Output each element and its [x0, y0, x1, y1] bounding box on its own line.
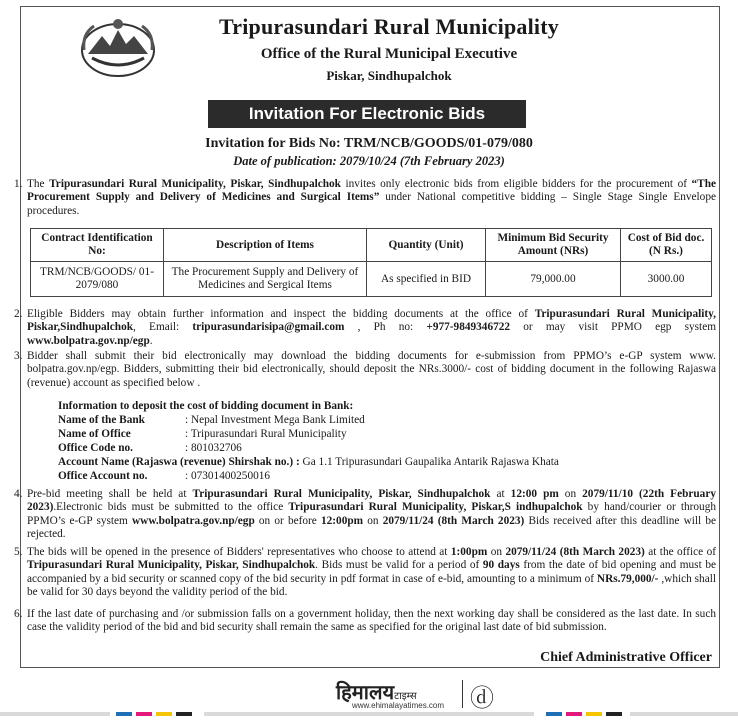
municipality-title: Tripurasundari Rural Municipality [219, 14, 559, 39]
strip-blue [116, 712, 132, 716]
cell-description: The Procurement Supply and Delivery of Medicines and Sergical Items [164, 262, 367, 297]
brand-mark-icon: ⓓ [470, 684, 494, 712]
color-strip [0, 712, 738, 716]
cell-bid-doc-cost: 3000.00 [621, 262, 712, 297]
office-subtitle: Office of the Rural Municipal Executive [260, 46, 518, 62]
table-row [31, 262, 712, 297]
logo-divider [462, 680, 463, 708]
invitation-banner: Invitation For Electronic Bids [208, 100, 526, 128]
bank-name-line: Name of the Bank : Nepal Investment Mega Bank Limited [58, 414, 365, 426]
strip-black [606, 712, 622, 716]
strip-segment [204, 712, 534, 716]
office-code-line: Office Code no. : 801032706 [58, 442, 242, 454]
clause-4: 4. Pre-bid meeting shall be held at Tripurasundari Rural Municipality, Piskar, Sindhupalchok at 12:00 pm on 2079/11/10 (22th February 2023).Electronic bids must be submitted to the office Tripurasundari Rural Municipality, Piskar,S indhupalchok by hand/courier or through PPMO’s e-GP system www.bolpatra.gov.np/egp on or before 12:00pm on 2079/11/24 (8th March 2023) Bids received after this deadline will be rejected. [14, 488, 716, 541]
col-description: Description of Items [164, 229, 367, 262]
strip-black [176, 712, 192, 716]
bank-heading: Information to deposit the cost of bidding document in Bank: [58, 400, 354, 412]
col-bid-doc-cost: Cost of Bid doc. (N Rs.) [621, 229, 712, 262]
strip-yellow [156, 712, 172, 716]
office-name-line: Name of Office : Tripurasundari Rural Municipality [58, 428, 347, 440]
clause-6: 6. If the last date of purchasing and /or submission falls on a government holiday, then the next working day shall be considered as the last date. In such case the validity period of the bid and bid security shall remain the same as specified for the original last date of bid submission. [14, 608, 716, 634]
publication-date: Date of publication: 2079/10/24 (7th February 2023) [233, 154, 505, 168]
bid-number: Invitation for Bids No: TRM/NCB/GOODS/01-079/080 [205, 136, 533, 151]
strip-yellow [586, 712, 602, 716]
strip-blue [546, 712, 562, 716]
clause-1: 1. The Tripurasundari Rural Municipality, Piskar, Sindhupalchok invites only electronic bids from eligible bidders for the procurement of “The Procurement Supply and Delivery of Medicines and Surgical Items” under National competitive bidding – Single Stage Single Envelope procedures. [14, 178, 716, 217]
table-header-row [31, 229, 712, 262]
clause-5: 5. The bids will be opened in the presence of Bidders' representatives who choose to attend at 1:00pm on 2079/11/24 (8th March 2023) at the office of Tripurasundari Rural Municipality, Piskar, Sindhupalchok. Bids must be valid for a period of 90 days from the date of bid opening and must be accompanied by a bid security or scanned copy of the bid security in pdf format in case of e-bid, amounting to a minimum of NRs.79,000/- ,which shall be valid for 30 days beyond the validity period of the bid. [14, 546, 717, 599]
account-no-line: Office Account no. : 07301400250016 [58, 470, 271, 482]
website-text: www.ehimalayatimes.com [352, 701, 445, 710]
himalaya-times-logo: हिमालयटाइम्स [336, 680, 417, 704]
cell-contract-id: TRM/NCB/GOODS/ 01-2079/080 [31, 262, 164, 297]
strip-segment [630, 712, 738, 716]
signature-title: Chief Administrative Officer [540, 650, 712, 665]
strip-segment [0, 712, 110, 716]
clause-2: 2. Eligible Bidders may obtain further information and inspect the bidding documents at the office of Tripurasundari Rural Municipality, Piskar,Sindhupalchok, Email: tripurasundarisipa@gmail.com , Ph no: +977-9849346722 or may visit PPMO egp system www.bolpatra.gov.np/egp. [14, 308, 717, 347]
strip-magenta [136, 712, 152, 716]
col-quantity: Quantity (Unit) [367, 229, 486, 262]
cell-bid-security: 79,000.00 [486, 262, 621, 297]
cell-quantity: As specified in BID [367, 262, 486, 297]
clause-3: 3. Bidder shall submit their bid electronically may download the bidding documents for e-submission from PPMO’s e-GP system www. bolpatra.gov.np/egp. Bidders, submitting their bid electronically, should deposit the NRs.3000/- cost of bidding document in the following Rajaswa (revenue) account as specified below . [14, 350, 716, 389]
location-text: Piskar, Sindhupalchok [326, 68, 452, 83]
col-contract-id: Contract Identification No: [31, 229, 164, 262]
strip-magenta [566, 712, 582, 716]
col-bid-security: Minimum Bid Security Amount (NRs) [486, 229, 621, 262]
publication-logo [0, 676, 738, 716]
account-name-line: Account Name (Rajaswa (revenue) Shirshak no.) : Ga 1.1 Tripurasundari Gaupalika Antarik Rajaswa Khata [58, 456, 559, 468]
bid-table [30, 228, 712, 297]
